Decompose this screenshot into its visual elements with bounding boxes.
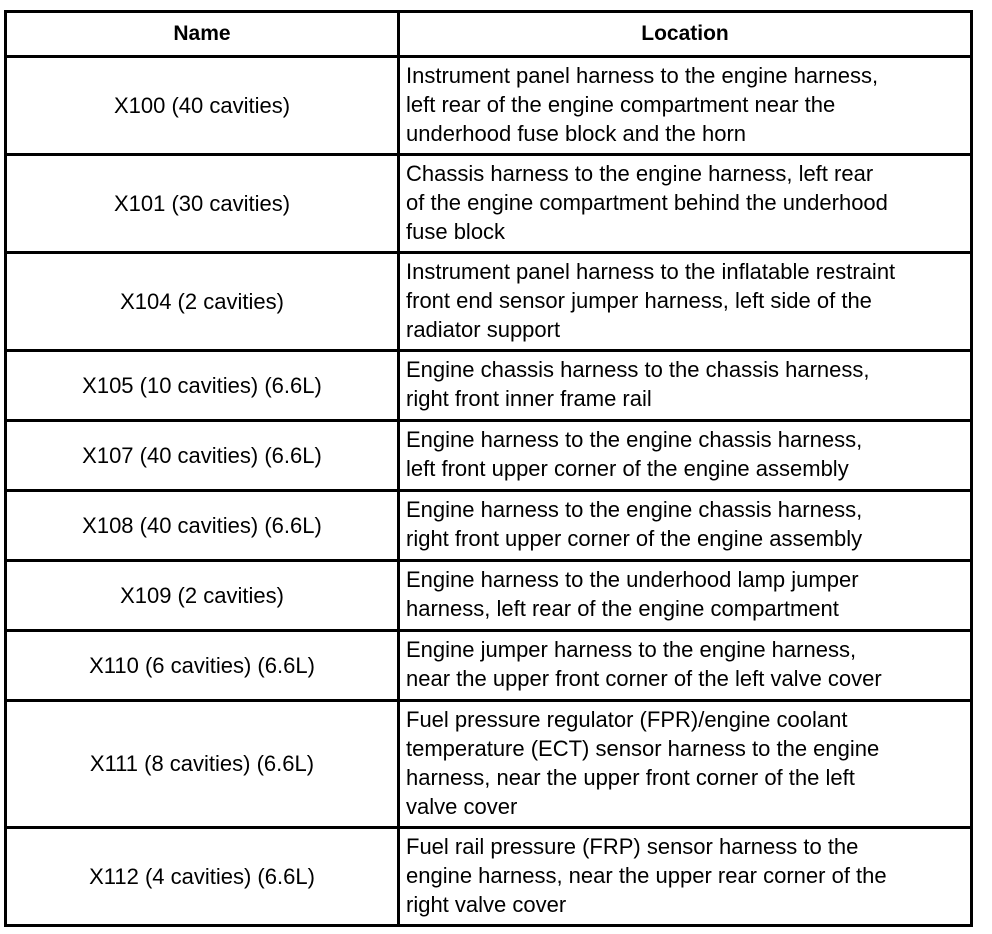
connector-location-cell: Chassis harness to the engine harness, left rear of the engine compartment behind the underhood fuse block [399, 155, 972, 253]
table-row [6, 631, 972, 701]
connector-name-cell: X101 (30 cavities) [6, 155, 399, 253]
table-row [6, 828, 972, 926]
connector-name-cell: X105 (10 cavities) (6.6L) [6, 351, 399, 421]
table-row [6, 701, 972, 828]
table-row [6, 253, 972, 351]
connector-location-cell: Fuel rail pressure (FRP) sensor harness to the engine harness, near the upper rear corner of the right valve cover [399, 828, 972, 926]
table-row [6, 155, 972, 253]
connector-location-cell: Instrument panel harness to the inflatable restraint front end sensor jumper harness, left side of the radiator support [399, 253, 972, 351]
connector-name-cell: X112 (4 cavities) (6.6L) [6, 828, 399, 926]
table-row [6, 57, 972, 155]
connector-name-cell: X104 (2 cavities) [6, 253, 399, 351]
connector-location-cell: Engine harness to the underhood lamp jumper harness, left rear of the engine compartment [399, 561, 972, 631]
column-header-location: Location [399, 12, 972, 57]
connector-location-cell: Fuel pressure regulator (FPR)/engine coolant temperature (ECT) sensor harness to the engine harness, near the upper front corner of the left valve cover [399, 701, 972, 828]
table-row [6, 491, 972, 561]
connector-location-cell: Engine jumper harness to the engine harness, near the upper front corner of the left valve cover [399, 631, 972, 701]
connector-name-cell: X100 (40 cavities) [6, 57, 399, 155]
table-row [6, 421, 972, 491]
connector-name-cell: X109 (2 cavities) [6, 561, 399, 631]
connector-name-cell: X111 (8 cavities) (6.6L) [6, 701, 399, 828]
connector-name-cell: X107 (40 cavities) (6.6L) [6, 421, 399, 491]
connector-location-table [4, 10, 973, 927]
connector-location-cell: Instrument panel harness to the engine harness, left rear of the engine compartment near the underhood fuse block and the horn [399, 57, 972, 155]
column-header-name: Name [6, 12, 399, 57]
connector-location-cell: Engine harness to the engine chassis harness, right front upper corner of the engine assembly [399, 491, 972, 561]
table-row [6, 351, 972, 421]
connector-name-cell: X108 (40 cavities) (6.6L) [6, 491, 399, 561]
connector-location-cell: Engine chassis harness to the chassis harness, right front inner frame rail [399, 351, 972, 421]
connector-name-cell: X110 (6 cavities) (6.6L) [6, 631, 399, 701]
header-row [6, 12, 972, 57]
table-row [6, 561, 972, 631]
connector-location-cell: Engine harness to the engine chassis harness, left front upper corner of the engine assembly [399, 421, 972, 491]
